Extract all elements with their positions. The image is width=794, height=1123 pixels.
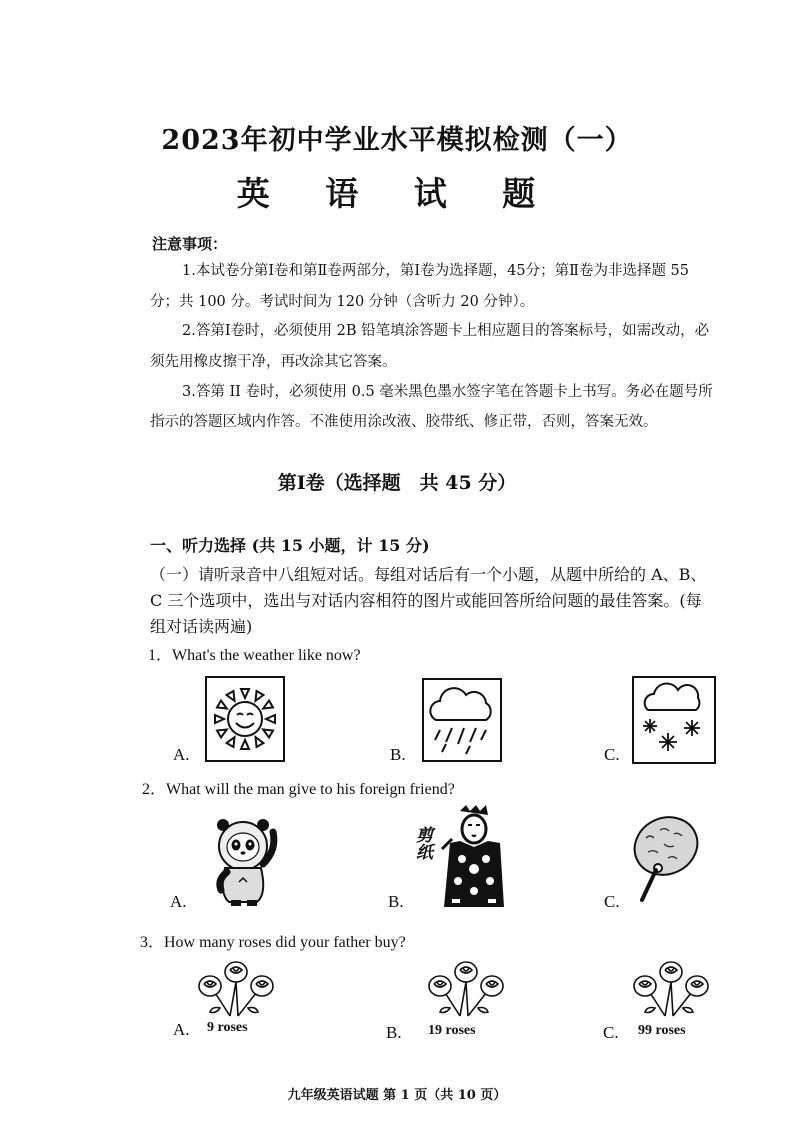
panda-mascot-icon [205,812,289,908]
sun-icon [205,676,285,762]
question-3-option-a-caption: 9 roses [207,1020,248,1035]
notice-item-1-line-2: 分；共 100 分。考试时间为 120 分钟（含听力 20 分钟）。 [150,294,535,310]
page-footer: 九年级英语试题 第 1 页（共 10 页） [287,1088,507,1103]
question-2-text: 2．What will the man give to his foreign friend? [142,781,455,798]
roses-icon [420,958,510,1020]
section-heading: 一、听力选择 (共 15 小题，计 15 分) [150,536,430,555]
paper-cutting-icon [438,803,510,913]
section-instructions-line-3: 组对话读两遍) [150,617,253,636]
section-instructions-line-2: C 三个选项中，选出与对话内容相符的图片或能回答所给问题的最佳答案。(每 [150,591,702,610]
question-3-text: 3．How many roses did your father buy? [140,934,406,951]
question-2-option-c-letter: C. [604,892,620,911]
section-instructions-line-1: （一）请听录音中八组短对话。每组对话后有一个小题，从题中所给的 A、B、 [150,565,707,584]
question-3-option-a-letter: A. [173,1020,190,1039]
round-fan-icon [628,812,708,904]
notice-item-2-line-1: 2.答第Ⅰ卷时，必须使用 2B 铅笔填涂答题卡上相应题目的答案标号，如需改动，必 [182,323,710,339]
exam-title: 2023年初中学业水平模拟检测（一） [161,125,633,156]
exam-subject: 英 语 试 题 [236,174,558,213]
roses-icon [625,958,715,1020]
notice-item-3-line-1: 3.答第 II 卷时，必须使用 0.5 毫米黑色墨水签字笔在答题卡上书写。务必在题号所 [182,384,713,400]
question-1-text: 1．What's the weather like now? [148,647,361,664]
rain-cloud-icon [422,678,502,762]
notice-item-1-line-1: 1.本试卷分第Ⅰ卷和第Ⅱ卷两部分，第Ⅰ卷为选择题，45分；第Ⅱ卷为非选择题 55 [182,263,690,279]
question-1-option-a-letter: A. [173,745,190,764]
roses-icon [190,958,280,1020]
paper-cutting-label: 剪纸 [412,826,432,860]
question-3-option-c-letter: C. [603,1023,619,1042]
question-1-option-b-letter: B. [390,745,406,764]
question-2-option-b-letter: B. [388,892,404,911]
part-one-title: 第Ⅰ卷（选择题 共 45 分） [277,472,517,494]
question-2-option-a-letter: A. [170,892,187,911]
notice-item-3-line-2: 指示的答题区域内作答。不准使用涂改液、胶带纸、修正带，否则，答案无效。 [150,414,658,430]
notice-item-2-line-2: 须先用橡皮擦干净，再改涂其它答案。 [150,354,397,370]
notice-heading: 注意事项： [152,235,228,253]
snow-cloud-icon [632,676,716,764]
question-1-option-c-letter: C. [604,745,620,764]
question-3-option-c-caption: 99 roses [638,1023,686,1038]
question-3-option-b-letter: B. [386,1023,402,1042]
question-3-option-b-caption: 19 roses [428,1023,476,1038]
